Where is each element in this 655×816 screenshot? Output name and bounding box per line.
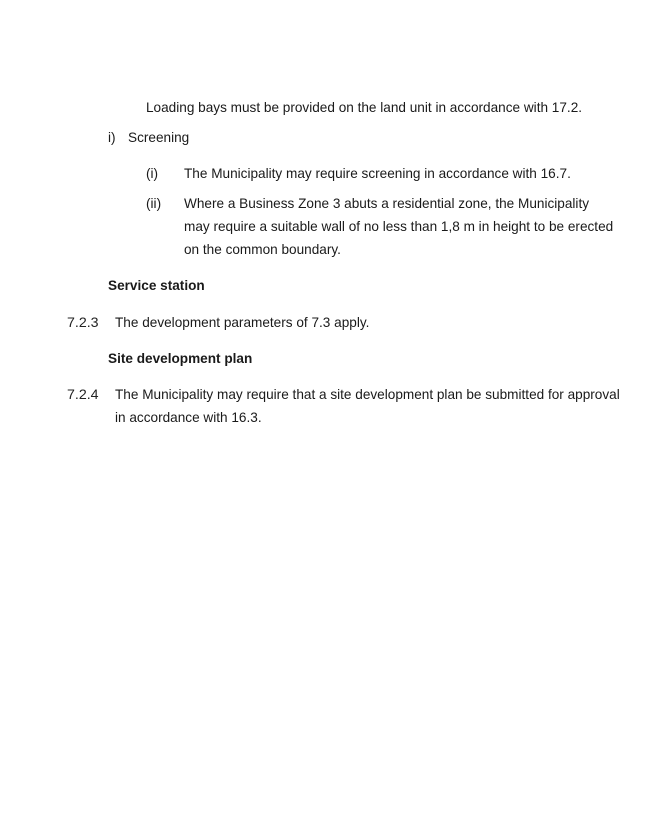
loading-bays-paragraph: Loading bays must be provided on the land unit in accordance with 17.2. — [146, 100, 583, 115]
screening-item-marker: (ii) — [146, 196, 162, 211]
clause-text: The development parameters of 7.3 apply. — [115, 315, 370, 330]
screening-label: i) — [108, 130, 116, 145]
screening-item-text: may require a suitable wall of no less than 1,8 m in height to be erected — [184, 219, 614, 234]
clause-number: 7.2.4 — [67, 387, 99, 403]
site-development-heading: Site development plan — [108, 351, 253, 366]
screening-item-text: The Municipality may require screening in accordance with 16.7. — [184, 166, 571, 181]
clause-text: in accordance with 16.3. — [115, 410, 262, 425]
screening-heading: Screening — [128, 130, 190, 145]
screening-item-text: Where a Business Zone 3 abuts a residential zone, the Municipality — [184, 196, 590, 211]
service-station-heading: Service station — [108, 278, 205, 293]
clause-text: The Municipality may require that a site development plan be submitted for approval — [115, 387, 620, 402]
screening-item-text: on the common boundary. — [184, 242, 341, 257]
screening-item-marker: (i) — [146, 166, 159, 181]
clause-number: 7.2.3 — [67, 315, 99, 331]
